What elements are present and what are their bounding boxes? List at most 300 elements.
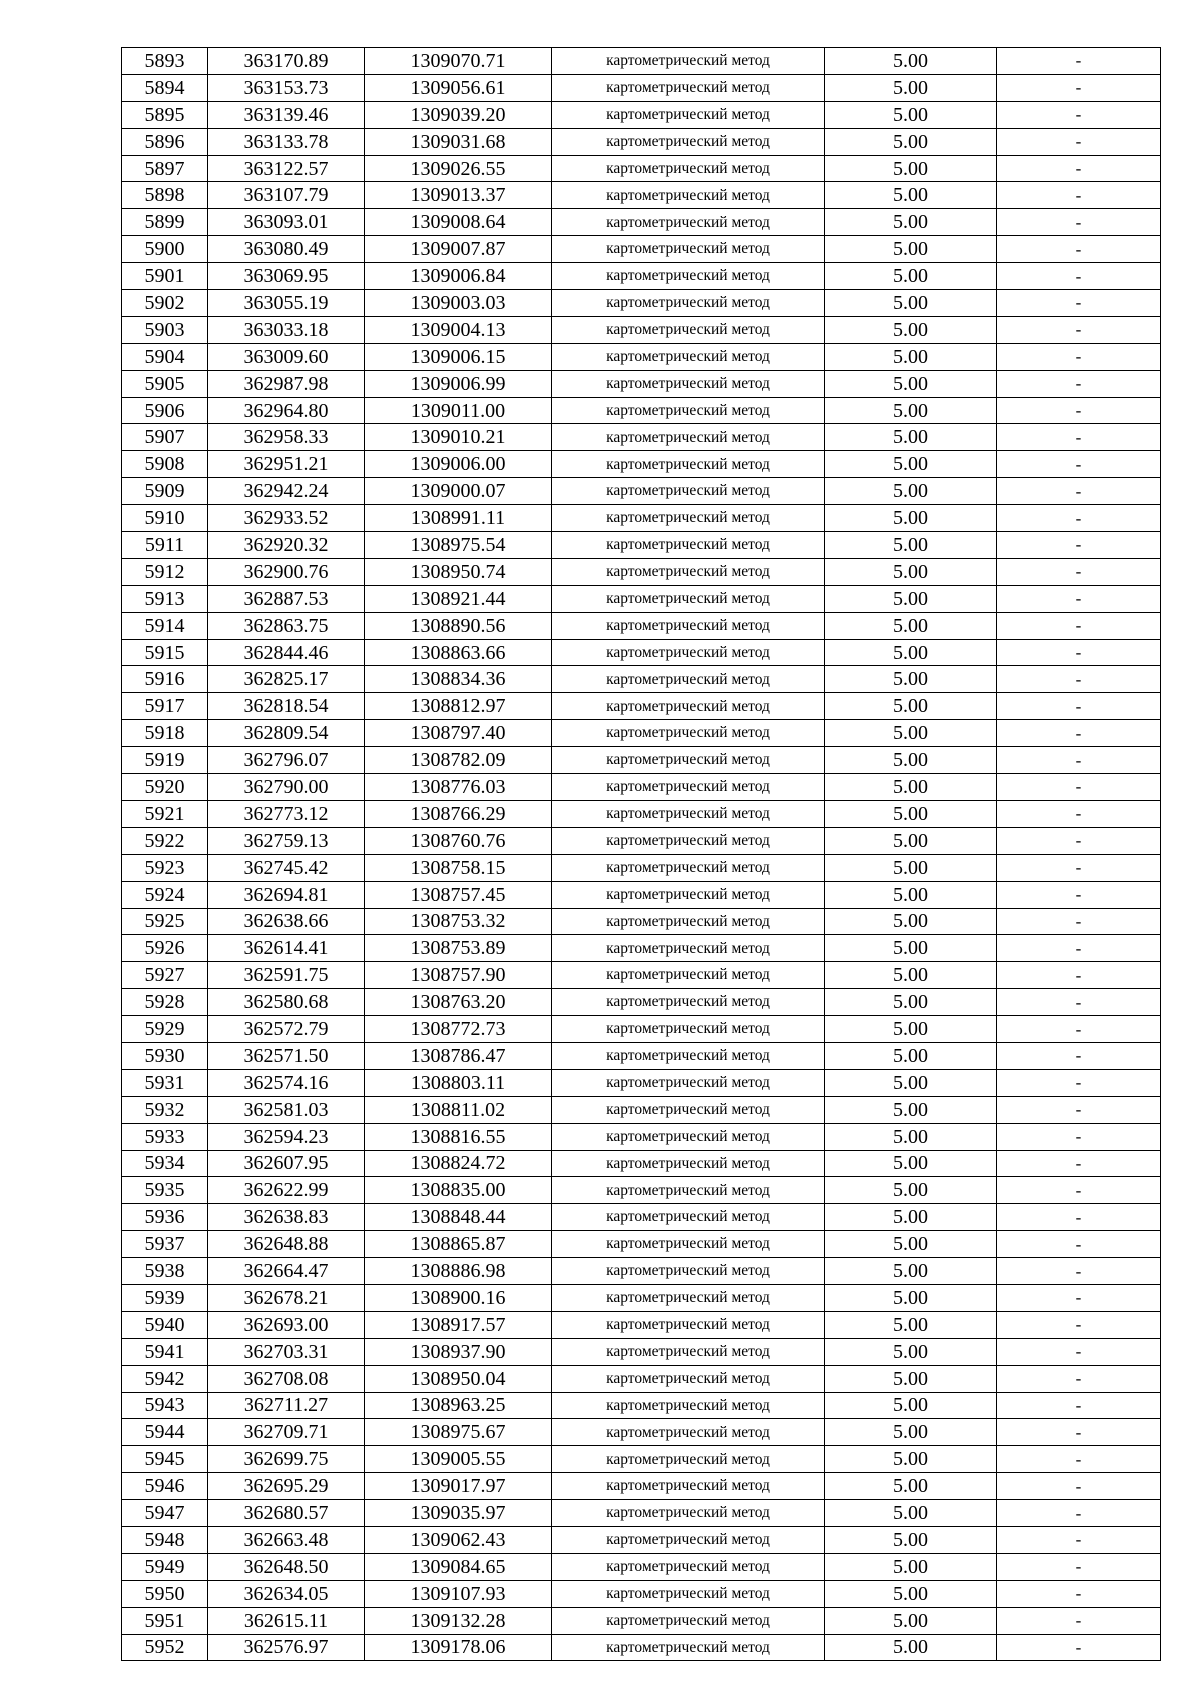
mark-cell: - [997, 666, 1161, 693]
coordinate-x-cell: 362708.08 [208, 1365, 365, 1392]
coordinate-x-cell: 363033.18 [208, 316, 365, 343]
point-number-cell: 5899 [122, 209, 208, 236]
method-cell: картометрический метод [552, 451, 825, 478]
coordinate-x-cell: 362964.80 [208, 397, 365, 424]
coordinate-y-cell: 1309006.99 [365, 370, 552, 397]
mark-cell: - [997, 451, 1161, 478]
mark-cell: - [997, 558, 1161, 585]
point-number-cell: 5896 [122, 128, 208, 155]
mark-cell: - [997, 639, 1161, 666]
accuracy-cell: 5.00 [825, 854, 997, 881]
table-row [122, 1500, 1161, 1527]
method-cell: картометрический метод [552, 693, 825, 720]
accuracy-cell: 5.00 [825, 101, 997, 128]
mark-cell: - [997, 1231, 1161, 1258]
mark-cell: - [997, 1500, 1161, 1527]
coordinate-x-cell: 362844.46 [208, 639, 365, 666]
coordinate-x-cell: 362638.66 [208, 908, 365, 935]
accuracy-cell: 5.00 [825, 747, 997, 774]
coordinate-y-cell: 1308753.32 [365, 908, 552, 935]
table-row [122, 720, 1161, 747]
coordinate-y-cell: 1308803.11 [365, 1069, 552, 1096]
accuracy-cell: 5.00 [825, 1580, 997, 1607]
coordinate-y-cell: 1308865.87 [365, 1231, 552, 1258]
point-number-cell: 5930 [122, 1042, 208, 1069]
coordinate-y-cell: 1309005.55 [365, 1446, 552, 1473]
method-cell: картометрический метод [552, 747, 825, 774]
accuracy-cell: 5.00 [825, 290, 997, 317]
method-cell: картометрический метод [552, 1284, 825, 1311]
table-row [122, 370, 1161, 397]
mark-cell: - [997, 101, 1161, 128]
coordinate-y-cell: 1309062.43 [365, 1526, 552, 1553]
coordinate-y-cell: 1308782.09 [365, 747, 552, 774]
coordinate-x-cell: 362571.50 [208, 1042, 365, 1069]
method-cell: картометрический метод [552, 1177, 825, 1204]
point-number-cell: 5907 [122, 424, 208, 451]
table-row [122, 478, 1161, 505]
table-row [122, 1392, 1161, 1419]
coordinate-y-cell: 1309007.87 [365, 236, 552, 263]
mark-cell: - [997, 800, 1161, 827]
accuracy-cell: 5.00 [825, 800, 997, 827]
coordinate-x-cell: 363080.49 [208, 236, 365, 263]
table-row [122, 854, 1161, 881]
method-cell: картометрический метод [552, 397, 825, 424]
accuracy-cell: 5.00 [825, 693, 997, 720]
method-cell: картометрический метод [552, 800, 825, 827]
mark-cell: - [997, 774, 1161, 801]
method-cell: картометрический метод [552, 1042, 825, 1069]
accuracy-cell: 5.00 [825, 1069, 997, 1096]
mark-cell: - [997, 1284, 1161, 1311]
accuracy-cell: 5.00 [825, 1123, 997, 1150]
accuracy-cell: 5.00 [825, 1634, 997, 1661]
mark-cell: - [997, 505, 1161, 532]
table-row [122, 532, 1161, 559]
mark-cell: - [997, 209, 1161, 236]
accuracy-cell: 5.00 [825, 1016, 997, 1043]
coordinate-x-cell: 363122.57 [208, 155, 365, 182]
table-row [122, 800, 1161, 827]
coordinate-x-cell: 362773.12 [208, 800, 365, 827]
coordinate-y-cell: 1308760.76 [365, 827, 552, 854]
method-cell: картометрический метод [552, 1338, 825, 1365]
point-number-cell: 5915 [122, 639, 208, 666]
coordinate-x-cell: 362591.75 [208, 962, 365, 989]
coordinate-x-cell: 363055.19 [208, 290, 365, 317]
coordinate-y-cell: 1309003.03 [365, 290, 552, 317]
accuracy-cell: 5.00 [825, 1419, 997, 1446]
point-number-cell: 5917 [122, 693, 208, 720]
mark-cell: - [997, 854, 1161, 881]
accuracy-cell: 5.00 [825, 397, 997, 424]
method-cell: картометрический метод [552, 989, 825, 1016]
accuracy-cell: 5.00 [825, 1526, 997, 1553]
table-row [122, 48, 1161, 75]
table-row [122, 747, 1161, 774]
method-cell: картометрический метод [552, 209, 825, 236]
point-number-cell: 5898 [122, 182, 208, 209]
coordinate-x-cell: 362574.16 [208, 1069, 365, 1096]
method-cell: картометрический метод [552, 48, 825, 75]
coordinate-y-cell: 1308766.29 [365, 800, 552, 827]
mark-cell: - [997, 1042, 1161, 1069]
point-number-cell: 5949 [122, 1553, 208, 1580]
coordinate-y-cell: 1309031.68 [365, 128, 552, 155]
method-cell: картометрический метод [552, 424, 825, 451]
method-cell: картометрический метод [552, 316, 825, 343]
mark-cell: - [997, 1123, 1161, 1150]
method-cell: картометрический метод [552, 881, 825, 908]
method-cell: картометрический метод [552, 666, 825, 693]
point-number-cell: 5928 [122, 989, 208, 1016]
coordinate-x-cell: 362614.41 [208, 935, 365, 962]
method-cell: картометрический метод [552, 74, 825, 101]
coordinate-y-cell: 1308797.40 [365, 720, 552, 747]
method-cell: картометрический метод [552, 1580, 825, 1607]
method-cell: картометрический метод [552, 290, 825, 317]
table-row [122, 612, 1161, 639]
coordinate-y-cell: 1308816.55 [365, 1123, 552, 1150]
coordinate-x-cell: 362580.68 [208, 989, 365, 1016]
point-number-cell: 5916 [122, 666, 208, 693]
mark-cell: - [997, 316, 1161, 343]
point-number-cell: 5937 [122, 1231, 208, 1258]
method-cell: картометрический метод [552, 343, 825, 370]
coordinate-x-cell: 362622.99 [208, 1177, 365, 1204]
table-row [122, 451, 1161, 478]
coordinate-y-cell: 1308991.11 [365, 505, 552, 532]
table-row [122, 1150, 1161, 1177]
point-number-cell: 5931 [122, 1069, 208, 1096]
coordinate-y-cell: 1309011.00 [365, 397, 552, 424]
coordinate-x-cell: 362572.79 [208, 1016, 365, 1043]
accuracy-cell: 5.00 [825, 209, 997, 236]
table-row [122, 558, 1161, 585]
point-number-cell: 5894 [122, 74, 208, 101]
mark-cell: - [997, 397, 1161, 424]
table-row [122, 881, 1161, 908]
accuracy-cell: 5.00 [825, 370, 997, 397]
table-row [122, 1526, 1161, 1553]
table-row [122, 263, 1161, 290]
method-cell: картометрический метод [552, 532, 825, 559]
method-cell: картометрический метод [552, 720, 825, 747]
coordinate-y-cell: 1309006.15 [365, 343, 552, 370]
point-number-cell: 5902 [122, 290, 208, 317]
coordinate-x-cell: 363139.46 [208, 101, 365, 128]
coordinate-y-cell: 1308963.25 [365, 1392, 552, 1419]
mark-cell: - [997, 1338, 1161, 1365]
method-cell: картометрический метод [552, 1634, 825, 1661]
table-row [122, 1553, 1161, 1580]
table-body [122, 48, 1161, 1661]
table-row [122, 182, 1161, 209]
mark-cell: - [997, 1634, 1161, 1661]
coordinate-y-cell: 1308921.44 [365, 585, 552, 612]
mark-cell: - [997, 1580, 1161, 1607]
coordinate-x-cell: 362933.52 [208, 505, 365, 532]
accuracy-cell: 5.00 [825, 1607, 997, 1634]
coordinate-y-cell: 1309035.97 [365, 1500, 552, 1527]
method-cell: картометрический метод [552, 774, 825, 801]
table-row [122, 505, 1161, 532]
mark-cell: - [997, 935, 1161, 962]
accuracy-cell: 5.00 [825, 155, 997, 182]
method-cell: картометрический метод [552, 1607, 825, 1634]
accuracy-cell: 5.00 [825, 558, 997, 585]
mark-cell: - [997, 290, 1161, 317]
point-number-cell: 5934 [122, 1150, 208, 1177]
table-row [122, 1607, 1161, 1634]
accuracy-cell: 5.00 [825, 236, 997, 263]
point-number-cell: 5948 [122, 1526, 208, 1553]
method-cell: картометрический метод [552, 1231, 825, 1258]
table-row [122, 1365, 1161, 1392]
coordinate-x-cell: 363107.79 [208, 182, 365, 209]
method-cell: картометрический метод [552, 908, 825, 935]
table-row [122, 935, 1161, 962]
table-row [122, 1419, 1161, 1446]
coordinate-x-cell: 362693.00 [208, 1311, 365, 1338]
point-number-cell: 5933 [122, 1123, 208, 1150]
mark-cell: - [997, 1016, 1161, 1043]
coordinate-x-cell: 362745.42 [208, 854, 365, 881]
method-cell: картометрический метод [552, 639, 825, 666]
coordinate-x-cell: 362699.75 [208, 1446, 365, 1473]
accuracy-cell: 5.00 [825, 1338, 997, 1365]
mark-cell: - [997, 1392, 1161, 1419]
mark-cell: - [997, 1473, 1161, 1500]
table-row [122, 397, 1161, 424]
accuracy-cell: 5.00 [825, 1150, 997, 1177]
mark-cell: - [997, 720, 1161, 747]
mark-cell: - [997, 989, 1161, 1016]
point-number-cell: 5911 [122, 532, 208, 559]
table-row [122, 962, 1161, 989]
table-row [122, 1096, 1161, 1123]
coordinate-y-cell: 1309178.06 [365, 1634, 552, 1661]
coordinate-y-cell: 1308824.72 [365, 1150, 552, 1177]
table-row [122, 343, 1161, 370]
table-row [122, 1231, 1161, 1258]
point-number-cell: 5900 [122, 236, 208, 263]
coordinate-y-cell: 1309132.28 [365, 1607, 552, 1634]
accuracy-cell: 5.00 [825, 1204, 997, 1231]
mark-cell: - [997, 1446, 1161, 1473]
coordinate-y-cell: 1308835.00 [365, 1177, 552, 1204]
mark-cell: - [997, 1365, 1161, 1392]
point-number-cell: 5950 [122, 1580, 208, 1607]
point-number-cell: 5929 [122, 1016, 208, 1043]
coordinate-x-cell: 362709.71 [208, 1419, 365, 1446]
coordinate-x-cell: 362987.98 [208, 370, 365, 397]
accuracy-cell: 5.00 [825, 1392, 997, 1419]
coordinate-x-cell: 362634.05 [208, 1580, 365, 1607]
method-cell: картометрический метод [552, 1016, 825, 1043]
mark-cell: - [997, 478, 1161, 505]
method-cell: картометрический метод [552, 128, 825, 155]
accuracy-cell: 5.00 [825, 505, 997, 532]
method-cell: картометрический метод [552, 1123, 825, 1150]
method-cell: картометрический метод [552, 558, 825, 585]
table-row [122, 316, 1161, 343]
table-row [122, 74, 1161, 101]
coordinate-y-cell: 1309070.71 [365, 48, 552, 75]
accuracy-cell: 5.00 [825, 1311, 997, 1338]
accuracy-cell: 5.00 [825, 532, 997, 559]
coordinate-x-cell: 362825.17 [208, 666, 365, 693]
coordinate-x-cell: 363093.01 [208, 209, 365, 236]
table-row [122, 585, 1161, 612]
coordinate-x-cell: 362958.33 [208, 424, 365, 451]
table-row [122, 666, 1161, 693]
coordinate-x-cell: 362951.21 [208, 451, 365, 478]
method-cell: картометрический метод [552, 1096, 825, 1123]
table-row [122, 1042, 1161, 1069]
point-number-cell: 5913 [122, 585, 208, 612]
table-row [122, 1069, 1161, 1096]
coordinate-y-cell: 1308757.45 [365, 881, 552, 908]
accuracy-cell: 5.00 [825, 1553, 997, 1580]
method-cell: картометрический метод [552, 612, 825, 639]
mark-cell: - [997, 1204, 1161, 1231]
table-row [122, 424, 1161, 451]
mark-cell: - [997, 370, 1161, 397]
point-number-cell: 5923 [122, 854, 208, 881]
method-cell: картометрический метод [552, 263, 825, 290]
table-row [122, 1284, 1161, 1311]
coordinate-y-cell: 1308950.74 [365, 558, 552, 585]
mark-cell: - [997, 585, 1161, 612]
mark-cell: - [997, 1069, 1161, 1096]
coordinate-y-cell: 1309010.21 [365, 424, 552, 451]
method-cell: картометрический метод [552, 370, 825, 397]
coordinate-x-cell: 362818.54 [208, 693, 365, 720]
coordinate-y-cell: 1308772.73 [365, 1016, 552, 1043]
accuracy-cell: 5.00 [825, 585, 997, 612]
method-cell: картометрический метод [552, 827, 825, 854]
accuracy-cell: 5.00 [825, 343, 997, 370]
point-number-cell: 5901 [122, 263, 208, 290]
coordinate-x-cell: 362711.27 [208, 1392, 365, 1419]
point-number-cell: 5938 [122, 1258, 208, 1285]
point-number-cell: 5912 [122, 558, 208, 585]
table-row [122, 1311, 1161, 1338]
method-cell: картометрический метод [552, 1365, 825, 1392]
mark-cell: - [997, 424, 1161, 451]
coordinate-y-cell: 1309084.65 [365, 1553, 552, 1580]
point-number-cell: 5924 [122, 881, 208, 908]
method-cell: картометрический метод [552, 1526, 825, 1553]
accuracy-cell: 5.00 [825, 1473, 997, 1500]
coordinate-x-cell: 362664.47 [208, 1258, 365, 1285]
point-number-cell: 5946 [122, 1473, 208, 1500]
method-cell: картометрический метод [552, 1069, 825, 1096]
coordinate-x-cell: 362920.32 [208, 532, 365, 559]
coordinate-x-cell: 362796.07 [208, 747, 365, 774]
table-row [122, 101, 1161, 128]
accuracy-cell: 5.00 [825, 612, 997, 639]
point-number-cell: 5903 [122, 316, 208, 343]
method-cell: картометрический метод [552, 155, 825, 182]
accuracy-cell: 5.00 [825, 1500, 997, 1527]
mark-cell: - [997, 1526, 1161, 1553]
coordinate-y-cell: 1308811.02 [365, 1096, 552, 1123]
method-cell: картометрический метод [552, 236, 825, 263]
point-number-cell: 5918 [122, 720, 208, 747]
coordinates-table [121, 47, 1161, 1661]
coordinate-x-cell: 362638.83 [208, 1204, 365, 1231]
mark-cell: - [997, 236, 1161, 263]
mark-cell: - [997, 1607, 1161, 1634]
point-number-cell: 5947 [122, 1500, 208, 1527]
method-cell: картометрический метод [552, 101, 825, 128]
coordinate-y-cell: 1308950.04 [365, 1365, 552, 1392]
point-number-cell: 5909 [122, 478, 208, 505]
accuracy-cell: 5.00 [825, 478, 997, 505]
coordinate-x-cell: 363009.60 [208, 343, 365, 370]
coordinate-y-cell: 1308812.97 [365, 693, 552, 720]
table-row [122, 1016, 1161, 1043]
coordinate-x-cell: 362900.76 [208, 558, 365, 585]
accuracy-cell: 5.00 [825, 1446, 997, 1473]
coordinate-x-cell: 362678.21 [208, 1284, 365, 1311]
coordinate-x-cell: 363170.89 [208, 48, 365, 75]
mark-cell: - [997, 827, 1161, 854]
point-number-cell: 5897 [122, 155, 208, 182]
accuracy-cell: 5.00 [825, 639, 997, 666]
coordinate-y-cell: 1308786.47 [365, 1042, 552, 1069]
method-cell: картометрический метод [552, 1446, 825, 1473]
coordinate-y-cell: 1308937.90 [365, 1338, 552, 1365]
method-cell: картометрический метод [552, 1311, 825, 1338]
mark-cell: - [997, 908, 1161, 935]
accuracy-cell: 5.00 [825, 1096, 997, 1123]
table-row [122, 908, 1161, 935]
accuracy-cell: 5.00 [825, 48, 997, 75]
mark-cell: - [997, 1258, 1161, 1285]
coordinate-x-cell: 362759.13 [208, 827, 365, 854]
mark-cell: - [997, 1311, 1161, 1338]
method-cell: картометрический метод [552, 1500, 825, 1527]
point-number-cell: 5910 [122, 505, 208, 532]
point-number-cell: 5926 [122, 935, 208, 962]
coordinate-x-cell: 362648.88 [208, 1231, 365, 1258]
mark-cell: - [997, 343, 1161, 370]
point-number-cell: 5895 [122, 101, 208, 128]
coordinate-x-cell: 362680.57 [208, 1500, 365, 1527]
table-row [122, 1123, 1161, 1150]
table-row [122, 1204, 1161, 1231]
coordinate-y-cell: 1309017.97 [365, 1473, 552, 1500]
point-number-cell: 5951 [122, 1607, 208, 1634]
mark-cell: - [997, 182, 1161, 209]
accuracy-cell: 5.00 [825, 1284, 997, 1311]
mark-cell: - [997, 693, 1161, 720]
point-number-cell: 5908 [122, 451, 208, 478]
table-row [122, 290, 1161, 317]
coordinate-y-cell: 1308757.90 [365, 962, 552, 989]
table-row [122, 1634, 1161, 1661]
coordinate-y-cell: 1309026.55 [365, 155, 552, 182]
accuracy-cell: 5.00 [825, 424, 997, 451]
point-number-cell: 5906 [122, 397, 208, 424]
table-row [122, 827, 1161, 854]
point-number-cell: 5919 [122, 747, 208, 774]
coordinate-y-cell: 1308890.56 [365, 612, 552, 639]
